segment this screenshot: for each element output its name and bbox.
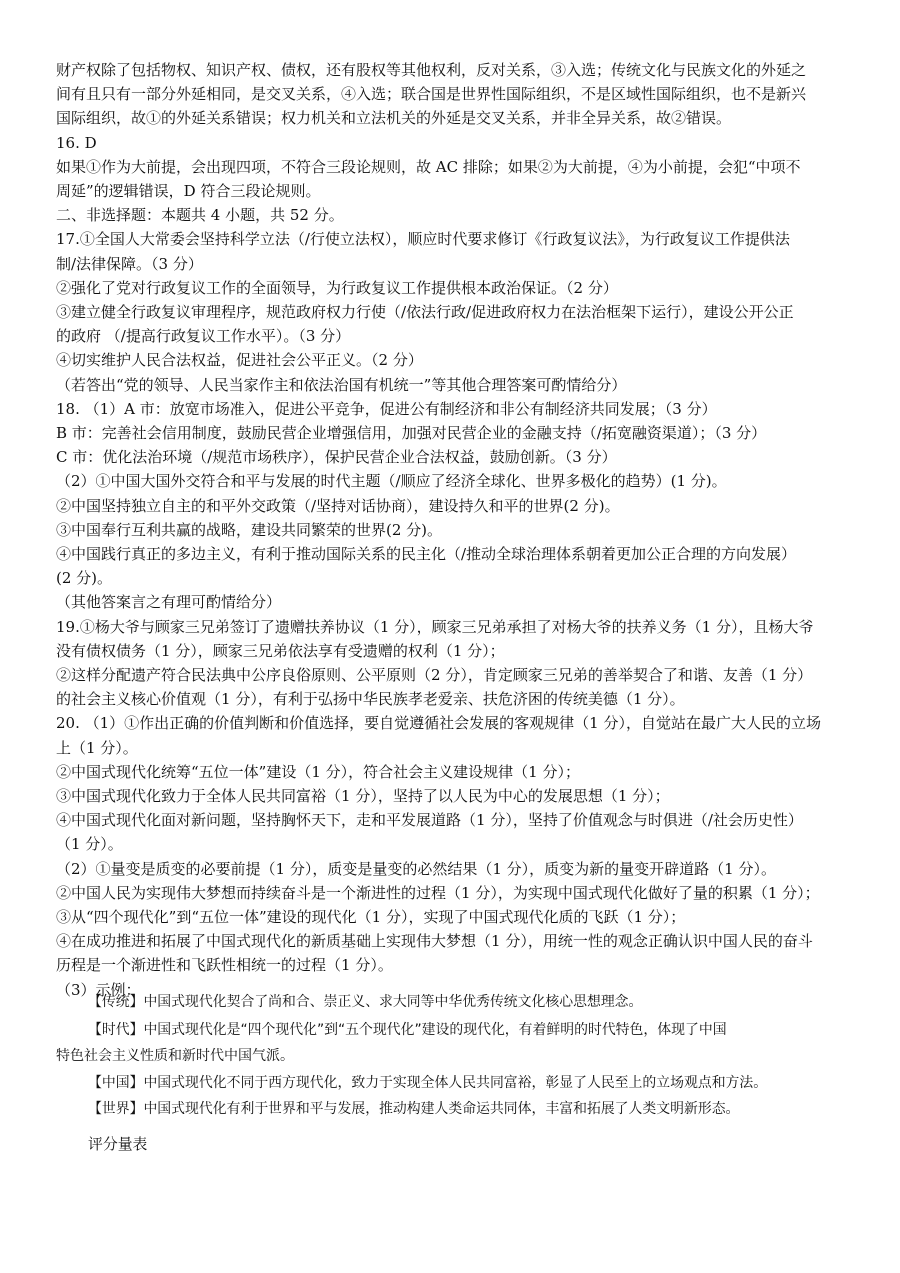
text-line: ②强化了党对行政复议工作的全面领导，为行政复议工作提供根本政治保证。（2 分）	[56, 278, 618, 297]
text-line: 财产权除了包括物权、知识产权、债权，还有股权等其他权利，反对关系，③入选；传统文化与民族文化的外延之	[56, 61, 807, 79]
example-line: 【传统】中国式现代化契合了尚和合、崇正义、求大同等中华优秀传统文化核心思想理念。	[88, 994, 643, 1010]
text-line: 20. （1）①作出正确的价值判断和价值选择，要自觉遵循社会发展的客观规律（1 分），自觉站在最广大人民的立场	[56, 714, 821, 733]
scoring-rubric-label: 评分量表	[88, 1135, 148, 1153]
text-line: ②这样分配遗产符合民法典中公序良俗原则、公平原则（2 分），肯定顾家三兄弟的善举契合了和谐、友善（1 分）	[56, 666, 813, 684]
text-line: B 市：完善社会信用制度，鼓励民营企业增强信用，加强对民营企业的金融支持（/拓宽融资渠道）；（3 分）	[56, 424, 767, 442]
text-line: （3）示例：	[56, 980, 141, 999]
text-line: 17.①全国人大常委会坚持科学立法（/行使立法权），顺应时代要求修订《行政复议法》，为行政复议工作提供法	[56, 230, 790, 249]
text-line: 国际组织，故①的外延关系错误；权力机关和立法机关的外延是交叉关系，并非全异关系，故②错误。	[56, 109, 732, 128]
text-line: ④在成功推进和拓展了中国式现代化的新质基础上实现伟大梦想（1 分），用统一性的观念正确认识中国人民的奋斗	[56, 932, 813, 951]
text-line: 16. D	[56, 133, 97, 152]
text-line: 上（1 分）。	[56, 738, 138, 757]
text-line: ④中国式现代化面对新问题，坚持胸怀天下，走和平发展道路（1 分），坚持了价值观念与时俱进（/社会历史性）	[56, 811, 803, 830]
text-line: （2）①量变是质变的必要前提（1 分），质变是量变的必然结果（1 分），质变为新的量变开辟道路（1 分）。	[56, 859, 776, 878]
text-line: ②中国坚持独立自主的和平外交政策（/坚持对话协商），建设持久和平的世界(2 分)。	[56, 496, 620, 515]
text-line: ③建立健全行政复议审理程序，规范政府权力行使（/依法行政/促进政府权力在法治框架下运行），建设公开公正	[56, 303, 794, 321]
text-line: 19.①杨大爷与顾家三兄弟签订了遗赠扶养协议（1 分），顾家三兄弟承担了对杨大爷的扶养义务（1 分），且杨大爷	[56, 617, 814, 636]
example-line: 【时代】中国式现代化是“四个现代化”到“五个现代化”建设的现代化，有着鲜明的时代特色，体现了中国	[88, 1022, 727, 1038]
text-line: 间有且只有一部分外延相同，是交叉关系，④入选；联合国是世界性国际组织，不是区域性国际组织，也不是新兴	[56, 85, 807, 104]
text-line: 18. （1）A 市：放宽市场准入，促进公平竞争，促进公有制经济和非公有制经济共同发展；（3 分）	[56, 399, 717, 418]
text-line: C 市：优化法治环境（/规范市场秩序），保护民营企业合法权益，鼓励创新。（3 分）	[56, 448, 617, 467]
example-line: 特色社会主义性质和新时代中国气派。	[56, 1048, 294, 1064]
text-line: （若答出“党的领导、人民当家作主和依法治国有机统一”等其他合理答案可酌情给分）	[56, 375, 627, 394]
example-line: 【世界】中国式现代化有利于世界和平与发展，推动构建人类命运共同体，丰富和拓展了人类文明新形态。	[88, 1101, 740, 1117]
text-line: ③中国式现代化致力于全体人民共同富裕（1 分），坚持了以人民为中心的发展思想（1 分）；	[56, 787, 670, 805]
text-line: ②中国人民为实现伟大梦想而持续奋斗是一个渐进性的过程（1 分），为实现中国式现代化做好了量的积累（1 分）；	[56, 883, 820, 902]
text-line: ④切实维护人民合法权益，促进社会公平正义。（2 分）	[56, 351, 423, 370]
text-line: 的社会主义核心价值观（1 分），有利于弘扬中华民族孝老爱亲、扶危济困的传统美德（1 分）。	[56, 690, 685, 709]
text-line: (2 分)。	[56, 569, 113, 588]
example-line: 【中国】中国式现代化不同于西方现代化，致力于实现全体人民共同富裕，彰显了人民至上的立场观点和方法。	[88, 1075, 768, 1091]
text-line: 历程是一个渐进性和飞跃性相统一的过程（1 分）。	[56, 956, 393, 975]
text-line: 的政府 （/提高行政复议工作水平）。（3 分）	[56, 327, 351, 346]
text-line: （其他答案言之有理可酌情给分）	[56, 593, 282, 612]
text-line: （1 分）。	[56, 835, 123, 854]
text-line: 二、非选择题：本题共 4 小题，共 52 分。	[56, 206, 344, 225]
text-line: ③从“四个现代化”到“五位一体”建设的现代化（1 分），实现了中国式现代化质的飞跃（1 分）；	[56, 908, 686, 926]
text-line: ④中国践行真正的多边主义，有利于推动国际关系的民主化（/推动全球治理体系朝着更加公正合理的方向发展）	[56, 545, 797, 563]
text-line: ③中国奉行互利共赢的战略，建设共同繁荣的世界(2 分)。	[56, 520, 443, 539]
text-line: 周延”的逻辑错误，D 符合三段论规则。	[56, 182, 321, 200]
text-line: ②中国式现代化统筹“五位一体”建设（1 分），符合社会主义建设规律（1 分）；	[56, 762, 580, 781]
text-line: （2）①中国大国外交符合和平与发展的时代主题（/顺应了经济全球化、世界多极化的趋势）(1 分)。	[56, 472, 727, 491]
text-line: 制/法律保障。（3 分）	[56, 254, 203, 273]
text-line: 如果①作为大前提，会出现四项，不符合三段论规则，故 AC 排除；如果②为大前提，④为小前提，会犯“中项不	[56, 157, 801, 176]
text-line: 没有债权债务（1 分），顾家三兄弟依法享有受遗赠的权利（1 分）；	[56, 641, 505, 660]
